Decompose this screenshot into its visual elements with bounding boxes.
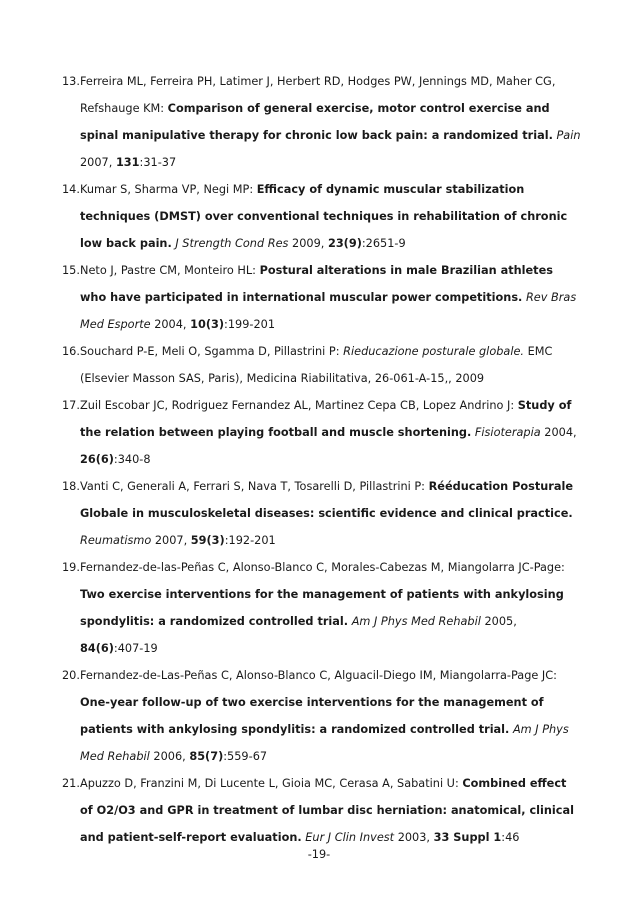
reference-volume: 131 [115, 156, 140, 169]
reference-authors: Fernandez-de-Las-Peñas C, Alonso-Blanco C, Alguacil-Diego IM, Miangolarra-Page JC: [80, 669, 557, 682]
reference-journal: Am J Phys Med Rehabil [80, 723, 569, 763]
reference-volume: 85(7) [189, 750, 224, 763]
reference-year: EMC (Elsevier Masson SAS, Paris), Medicina Riabilitativa, 26-061-A-15,, 2009 [80, 345, 553, 385]
reference-journal: J Strength Cond Res [175, 237, 289, 250]
reference-number: 17. [62, 399, 80, 412]
reference-title: Combined effect of O2/O3 and GPR in treatment of lumbar disc herniation: anatomical, clinical and patient-self-report evaluation. [80, 777, 574, 844]
reference-year: 2004, [154, 318, 187, 331]
reference-pages: :407-19 [113, 642, 158, 655]
reference-number: 21. [62, 777, 80, 790]
reference-number: 19. [62, 561, 80, 574]
reference-20 [62, 662, 582, 770]
reference-title: Two exercise interventions for the management of patients with ankylosing spondylitis: a randomized controlled trial. [80, 588, 564, 628]
reference-authors: Vanti C, Generali A, Ferrari S, Nava T, Tosarelli D, Pillastrini P: [80, 480, 429, 493]
reference-title: One-year follow-up of two exercise interventions for the management of patients with ankylosing spondylitis: a randomized controlled trial. [80, 696, 544, 736]
reference-journal: Fisioterapia [474, 426, 541, 439]
page-number: -19- [307, 848, 331, 861]
reference-volume: 59(3) [190, 534, 225, 547]
reference-year: 2003, [397, 831, 431, 844]
reference-title: Comparison of general exercise, motor control exercise and spinal manipulative therapy for chronic low back pain: a randomized trial. [80, 102, 553, 142]
reference-volume: 84(6) [80, 642, 114, 655]
reference-19 [62, 554, 582, 662]
reference-title: Study of the relation between playing football and muscle shortening. [80, 399, 572, 439]
reference-number: 15. [62, 264, 80, 277]
reference-16 [62, 338, 582, 392]
reference-number: 18. [62, 480, 80, 493]
reference-list [62, 68, 582, 851]
reference-year: 2009, [292, 237, 325, 250]
reference-year: 2007, [154, 534, 188, 547]
reference-title: Rééducation Posturale Globale in musculoskeletal diseases: scientific evidence and clinical practice. [80, 480, 574, 520]
reference-pages: :2651-9 [361, 237, 406, 250]
reference-authors: Ferreira ML, Ferreira PH, Latimer J, Herbert RD, Hodges PW, Jennings MD, Maher CG, Refshauge KM: [80, 75, 556, 115]
reference-year: 2004, [544, 426, 577, 439]
reference-title: Postural alterations in male Brazilian athletes who have participated in international muscular power competitions. [80, 264, 553, 304]
reference-year: 2006, [153, 750, 186, 763]
reference-authors: Zuil Escobar JC, Rodriguez Fernandez AL, Martinez Cepa CB, Lopez Andrino J: [80, 399, 518, 412]
reference-authors: Souchard P-E, Meli O, Sgamma D, Pillastrini P: [80, 345, 344, 358]
reference-year: 2007, [80, 156, 113, 169]
reference-authors: Apuzzo D, Franzini M, Di Lucente L, Gioia MC, Cerasa A, Sabatini U: [80, 777, 463, 790]
reference-pages: :192-201 [224, 534, 276, 547]
reference-21 [62, 770, 582, 851]
reference-15 [62, 257, 582, 338]
reference-title: Efficacy of dynamic muscular stabilization techniques (DMST) over conventional techniques in rehabilitation of chronic low back pain. [80, 183, 568, 250]
reference-year: 2005, [484, 615, 517, 628]
reference-journal: Eur J Clin Invest [305, 831, 395, 844]
reference-volume: 33 Suppl 1 [433, 831, 502, 844]
reference-volume: 23(9) [327, 237, 362, 250]
reference-journal: Pain [556, 129, 581, 142]
reference-volume: 26(6) [80, 453, 114, 466]
reference-number: 14. [62, 183, 80, 196]
reference-13 [62, 68, 582, 176]
reference-17 [62, 392, 582, 473]
reference-pages: :31-37 [139, 156, 177, 169]
reference-pages: :46 [501, 831, 520, 844]
reference-number: 13. [62, 75, 80, 88]
reference-journal: Am J Phys Med Rehabil [351, 615, 481, 628]
reference-pages: :199-201 [224, 318, 276, 331]
reference-pages: :559-67 [223, 750, 268, 763]
reference-18 [62, 473, 582, 554]
reference-journal: Rieducazione posturale globale. [343, 345, 525, 358]
reference-number: 16. [62, 345, 80, 358]
reference-pages: :340-8 [113, 453, 151, 466]
reference-volume: 10(3) [190, 318, 225, 331]
reference-authors: Neto J, Pastre CM, Monteiro HL: [80, 264, 260, 277]
reference-authors: Kumar S, Sharma VP, Negi MP: [80, 183, 257, 196]
reference-14 [62, 176, 582, 257]
reference-number: 20. [62, 669, 80, 682]
reference-authors: Fernandez-de-las-Peñas C, Alonso-Blanco C, Morales-Cabezas M, Miangolarra JC-Page: [80, 561, 565, 574]
reference-journal: Rev Bras Med Esporte [80, 291, 577, 331]
reference-journal: Reumatismo [80, 534, 152, 547]
